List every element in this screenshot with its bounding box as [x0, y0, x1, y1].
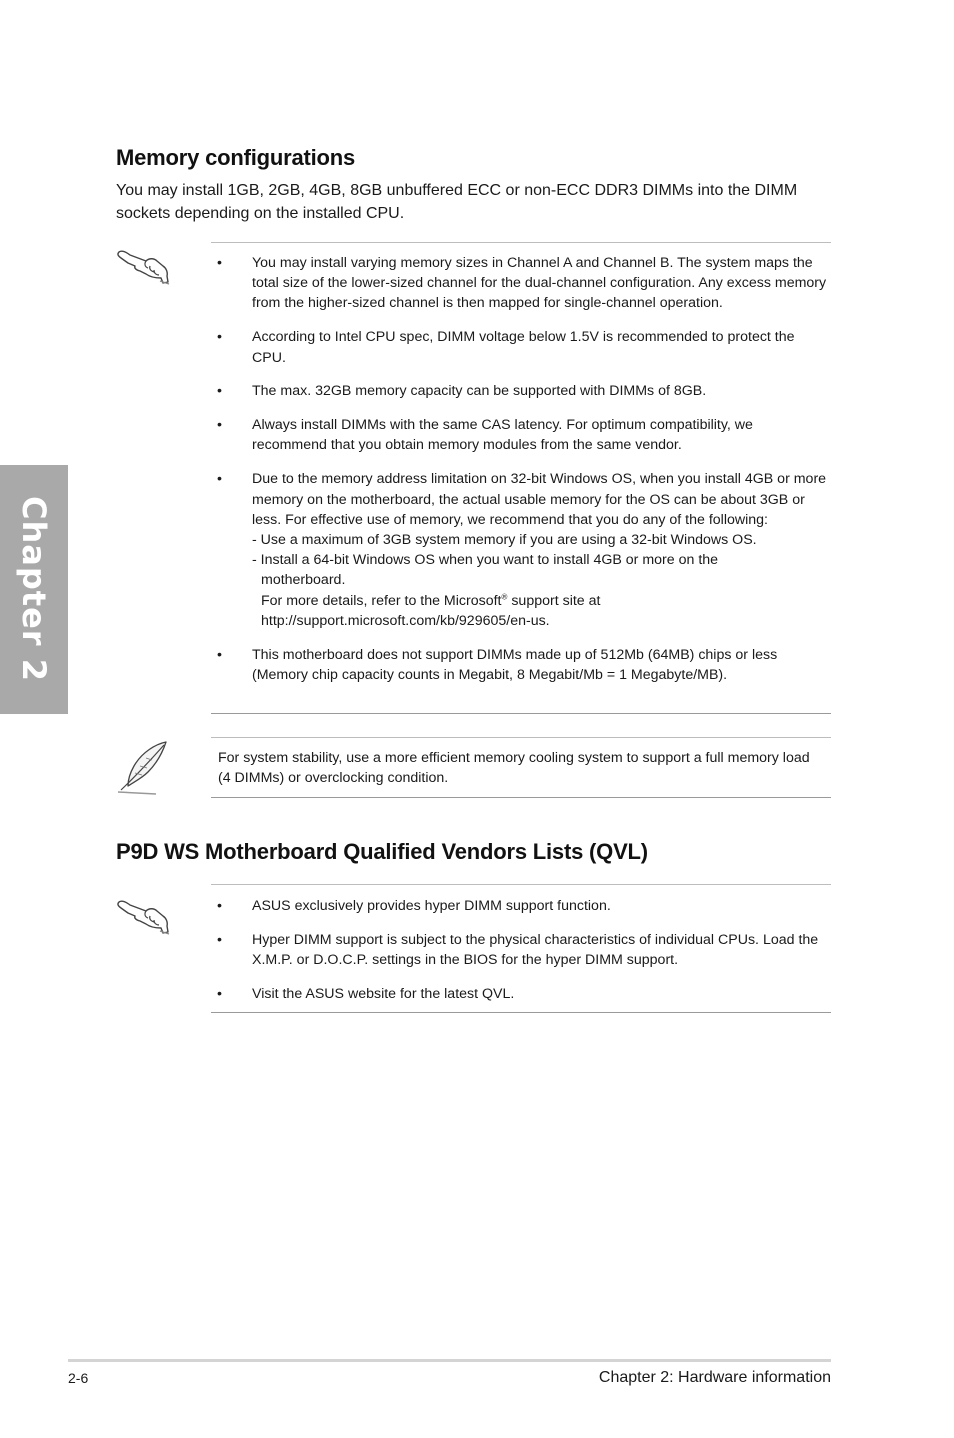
memory-notes-list — [211, 243, 831, 685]
bullet-text: You may install varying memory sizes in Channel A and Channel B. The system maps the total size of the lower-sized channel for the dual-channel configuration. Any excess memory from the higher-sized channel is then mapped for single-channel operation. — [252, 255, 827, 312]
quill-pen-icon — [116, 740, 172, 796]
list-item — [211, 930, 831, 970]
os-option-2-cont: motherboard. — [261, 572, 346, 589]
bullet-text: Always install DIMMs with the same CAS latency. For optimum compatibility, we recommend that you obtain memory modules from the same vendor. — [252, 417, 753, 454]
details-line — [252, 591, 831, 611]
details-text-after: support site at — [507, 592, 601, 609]
bullet: • — [217, 931, 222, 948]
microsoft-support-url: http://support.microsoft.com/kb/929605/en-us. — [261, 612, 550, 629]
footer-chapter-title: Chapter 2: Hardware information — [598, 1369, 831, 1386]
memory-intro: You may install 1GB, 2GB, 4GB, 8GB unbuffered ECC or non-ECC DDR3 DIMMs into the DIMM sockets depending on the installed CPU. — [116, 182, 798, 222]
chapter-tab — [0, 465, 68, 714]
bullet: • — [217, 471, 222, 488]
bullet: • — [217, 417, 222, 434]
list-item — [211, 896, 831, 916]
qvl-heading: P9D WS Motherboard Qualified Vendors Lists (QVL) — [116, 839, 648, 864]
os-option-1: - Use a maximum of 3GB system memory if you are using a 32-bit Windows OS. — [252, 531, 757, 548]
memory-notes-box — [211, 242, 831, 714]
chapter-tab-label: Chapter 2 — [15, 496, 53, 682]
bullet: • — [217, 646, 222, 663]
os-limitation-text: Due to the memory address limitation on 32-bit Windows OS, when you install 4GB or more memory on the motherboard, the actual usable memory for the OS can be about 3GB or less. For effective use of memory, we recommend that you do any of the following: — [252, 471, 827, 528]
stability-note-text: For system stability, use a more efficient memory cooling system to support a full memory load (4 DIMMs) or overclocking condition. — [218, 750, 810, 787]
list-item — [211, 984, 831, 1004]
hand-pointer-icon — [116, 898, 172, 938]
list-item — [211, 645, 831, 685]
bullet-text: Visit the ASUS website for the latest QVL. — [252, 985, 515, 1002]
list-item — [211, 253, 831, 314]
page-number: 2-6 — [68, 1370, 89, 1386]
qvl-notes-box — [211, 884, 831, 1013]
stability-note-box — [211, 737, 831, 798]
list-item — [211, 415, 831, 455]
bullet-text: Hyper DIMM support is subject to the physical characteristics of individual CPUs. Load the X.M.P. or D.O.C.P. settings in the BIOS for the hyper DIMM support. — [252, 931, 819, 969]
bullet: • — [217, 255, 222, 271]
registered-mark: ® — [501, 591, 508, 601]
hand-pointer-icon — [116, 248, 172, 288]
footer-rule — [68, 1359, 831, 1362]
list-item — [211, 469, 831, 631]
bullet-text: This motherboard does not support DIMMs made up of 512Mb (64MB) chips or less (Memory chip capacity counts in Megabit, 8 Megabit/Mb = 1 Megabyte/MB). — [252, 646, 778, 683]
list-item — [211, 327, 831, 367]
list-item — [211, 381, 831, 401]
memory-configurations-heading: Memory configurations — [116, 145, 356, 170]
bullet-text: ASUS exclusively provides hyper DIMM support function. — [252, 898, 611, 914]
bullet-text: The max. 32GB memory capacity can be supported with DIMMs of 8GB. — [252, 383, 707, 400]
qvl-notes-list — [211, 885, 831, 1004]
details-text: For more details, refer to the Microsoft — [261, 592, 502, 609]
bullet: • — [217, 329, 222, 346]
bullet: • — [217, 383, 222, 400]
bullet: • — [217, 985, 222, 1002]
bullet: • — [217, 898, 222, 914]
bullet-text: According to Intel CPU spec, DIMM voltage below 1.5V is recommended to protect the CPU. — [252, 329, 795, 366]
os-option-2: - Install a 64-bit Windows OS when you want to install 4GB or more on the — [252, 552, 719, 569]
